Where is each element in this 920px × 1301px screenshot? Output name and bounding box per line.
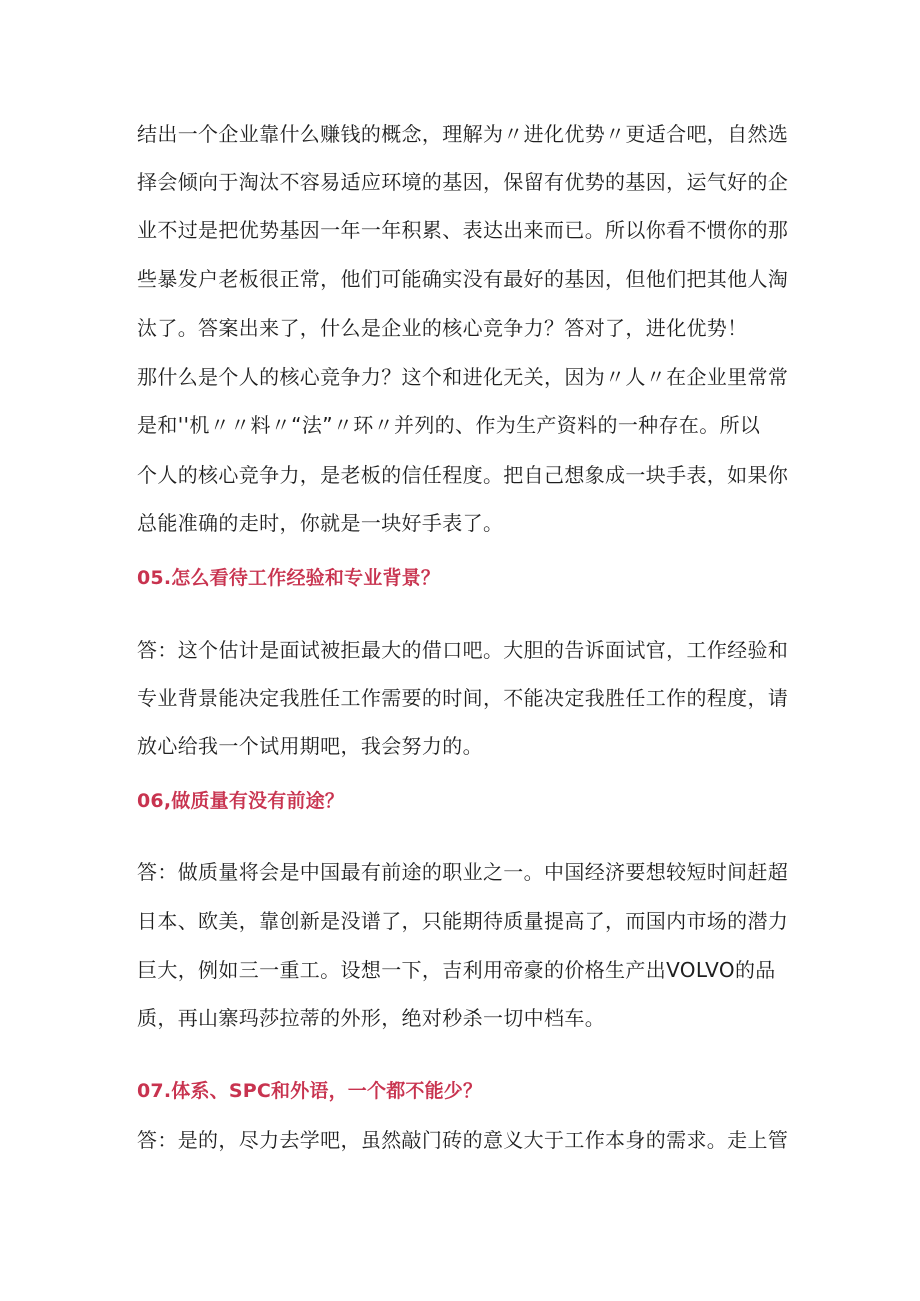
text-line: 专业背景能决定我胜任工作需要的时间，不能决定我胜任工作的程度，请 xyxy=(137,686,789,710)
text-line: 放心给我一个试用期吧，我会努力的。 xyxy=(137,734,483,758)
text-line: 些暴发户老板很正常，他们可能确实没有最好的基因，但他们把其他人淘 xyxy=(137,267,789,291)
text-line: 业不过是把优势基因一年一年积累、表达出来而已。所以你看不惯你的那 xyxy=(137,218,789,242)
text-line: 质，再山寨玛莎拉蒂的外形，绝对秒杀一切中档车。 xyxy=(137,1006,606,1030)
text-line: 答：是的，尽力去学吧，虽然敲门砖的意义大于工作本身的需求。走上管 xyxy=(137,1128,789,1152)
text-line: 总能准确的走时，你就是一块好手表了。 xyxy=(137,511,504,535)
section-heading: 06,做质量有没有前途？ xyxy=(137,790,345,812)
text-line: 答：这个估计是面试被拒最大的借口吧。大胆的告诉面试官，工作经验和 xyxy=(137,638,789,662)
text-line: 日本、欧美，靠创新是没谱了，只能期待质量提高了，而国内市场的潜力 xyxy=(137,909,789,933)
text-line: 个人的核心竞争力，是老板的信任程度。把自己想象成一块手表，如果你 xyxy=(137,463,789,487)
text-line: 那什么是个人的核心竞争力？这个和进化无关，因为〃人〃在企业里常常 xyxy=(137,365,789,389)
text-line: 答：做质量将会是中国最有前途的职业之一。中国经济要想较短时间赶超 xyxy=(137,860,789,884)
text-line: 汰了。答案出来了，什么是企业的核心竞争力？答对了，进化优势！ xyxy=(137,316,748,340)
text-line: 择会倾向于淘汰不容易适应环境的基因，保留有优势的基因，运气好的企 xyxy=(137,170,789,194)
text-line: 结出一个企业靠什么赚钱的概念，理解为〃进化优势〃更适合吧，自然选 xyxy=(137,122,789,146)
section-heading: 07.体系、SPC和外语，一个都不能少？ xyxy=(137,1080,483,1102)
text-line: 是和''机〃〃料〃“法”〃环〃并列的、作为生产资料的一种存在。所以 xyxy=(137,413,761,437)
text-line: 巨大，例如三一重工。设想一下，吉利用帝豪的价格生产出VOLVO的品 xyxy=(137,958,776,982)
section-heading: 05.怎么看待工作经验和专业背景？ xyxy=(137,567,441,589)
